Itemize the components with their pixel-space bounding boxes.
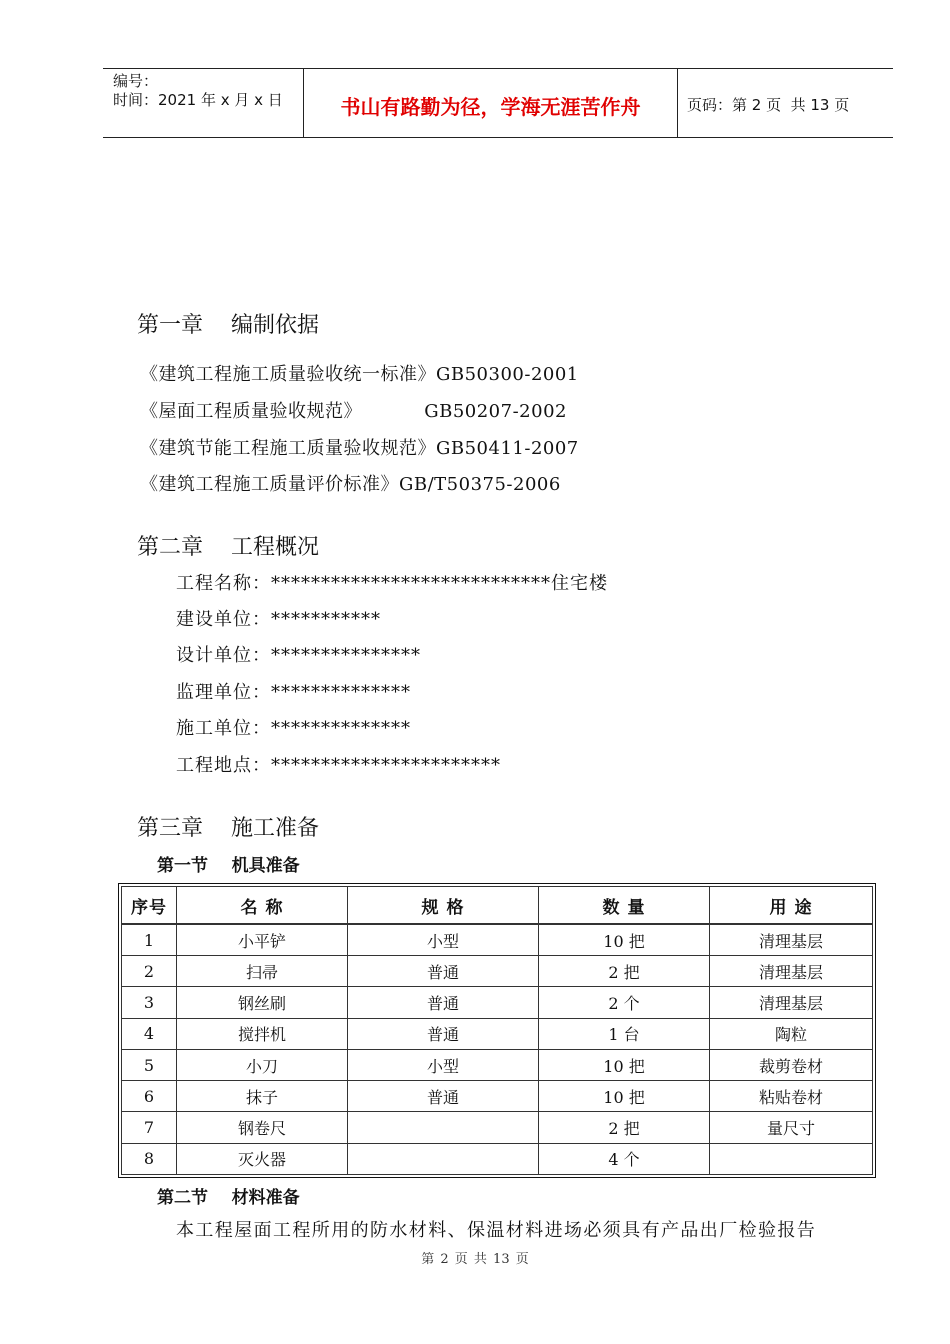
table-cell: 清理基层 xyxy=(710,956,873,987)
table-cell: 普通 xyxy=(348,956,539,987)
table-row xyxy=(122,924,873,956)
table-cell: 量尺寸 xyxy=(710,1112,873,1143)
table-cell: 10 把 xyxy=(539,1049,710,1080)
table-cell: 清理基层 xyxy=(710,924,873,956)
reference-standard: 《建筑节能工程施工质量验收规范》GB50411-2007 xyxy=(140,438,579,459)
table-cell: 灭火器 xyxy=(177,1143,348,1174)
column-header: 数 量 xyxy=(539,887,710,925)
table-cell: 裁剪卷材 xyxy=(710,1049,873,1080)
table-cell: 扫帚 xyxy=(177,956,348,987)
table-cell: 4 xyxy=(122,1018,177,1049)
table-cell: 2 个 xyxy=(539,987,710,1018)
page-footer: 第 2 页 共 13 页 xyxy=(421,1252,529,1267)
table-cell: 10 把 xyxy=(539,924,710,956)
header-page-number: 页码：第 2 页 共 13 页 xyxy=(687,96,850,114)
table-cell xyxy=(348,1112,539,1143)
table-cell: 2 把 xyxy=(539,1112,710,1143)
reference-standard: 《屋面工程质量验收规范》 GB50207-2002 xyxy=(140,401,567,422)
header-motto: 书山有路勤为径，学海无涯苦作舟 xyxy=(340,95,641,119)
table-row xyxy=(122,1018,873,1049)
project-info-line: 监理单位：************** xyxy=(176,682,411,703)
table-cell: 小型 xyxy=(348,1049,539,1080)
table-row xyxy=(122,1049,873,1080)
header-meta xyxy=(113,72,283,110)
table-cell: 1 xyxy=(122,924,177,956)
table-cell: 6 xyxy=(122,1081,177,1112)
section-1-title: 第一节 机具准备 xyxy=(157,856,300,876)
project-info-line: 建设单位：*********** xyxy=(176,609,381,630)
table-cell: 5 xyxy=(122,1049,177,1080)
table-cell: 抹子 xyxy=(177,1081,348,1112)
table-cell: 2 xyxy=(122,956,177,987)
table-cell: 钢卷尺 xyxy=(177,1112,348,1143)
table-row xyxy=(122,987,873,1018)
chapter-3-title: 第三章 施工准备 xyxy=(137,816,319,841)
table-cell: 普通 xyxy=(348,987,539,1018)
column-header: 规 格 xyxy=(348,887,539,925)
chapter-1-title: 第一章 编制依据 xyxy=(137,313,319,338)
table-row xyxy=(122,1112,873,1143)
section-2-title: 第二节 材料准备 xyxy=(157,1188,300,1208)
body-paragraph: 本工程屋面工程所用的防水材料、保温材料进场必须具有产品出厂检验报告 xyxy=(176,1220,817,1241)
equipment-table xyxy=(118,883,876,1178)
chapter-2-title: 第二章 工程概况 xyxy=(137,535,319,560)
table-cell: 小刀 xyxy=(177,1049,348,1080)
table-cell xyxy=(710,1143,873,1174)
table-cell xyxy=(348,1143,539,1174)
project-info-line: 工程名称：****************************住宅楼 xyxy=(176,573,608,594)
table-cell: 4 个 xyxy=(539,1143,710,1174)
header-divider xyxy=(677,69,678,137)
table-cell: 10 把 xyxy=(539,1081,710,1112)
table-cell: 钢丝刷 xyxy=(177,987,348,1018)
table-cell: 粘贴卷材 xyxy=(710,1081,873,1112)
number-label: 编号： xyxy=(113,72,159,90)
table-row xyxy=(122,956,873,987)
project-info-line: 工程地点：*********************** xyxy=(176,755,501,776)
table-cell: 3 xyxy=(122,987,177,1018)
table-header-row xyxy=(122,887,873,925)
table-cell: 1 台 xyxy=(539,1018,710,1049)
table-cell: 清理基层 xyxy=(710,987,873,1018)
reference-standard: 《建筑工程施工质量评价标准》GB/T50375-2006 xyxy=(140,474,561,495)
table-cell: 陶粒 xyxy=(710,1018,873,1049)
page-header xyxy=(103,68,893,138)
time-label: 时间：2021 年 x 月 x 日 xyxy=(113,91,283,109)
table-cell: 普通 xyxy=(348,1081,539,1112)
table-cell: 搅拌机 xyxy=(177,1018,348,1049)
table-cell: 普通 xyxy=(348,1018,539,1049)
table-cell: 8 xyxy=(122,1143,177,1174)
project-info-line: 设计单位：*************** xyxy=(176,645,421,666)
table-row xyxy=(122,1081,873,1112)
reference-standard: 《建筑工程施工质量验收统一标准》GB50300-2001 xyxy=(140,364,579,385)
column-header: 用 途 xyxy=(710,887,873,925)
table-cell: 7 xyxy=(122,1112,177,1143)
table-cell: 2 把 xyxy=(539,956,710,987)
table-row xyxy=(122,1143,873,1174)
table-cell: 小平铲 xyxy=(177,924,348,956)
column-header: 名 称 xyxy=(177,887,348,925)
table-cell: 小型 xyxy=(348,924,539,956)
column-header: 序号 xyxy=(122,887,177,925)
project-info-line: 施工单位：************** xyxy=(176,718,411,739)
